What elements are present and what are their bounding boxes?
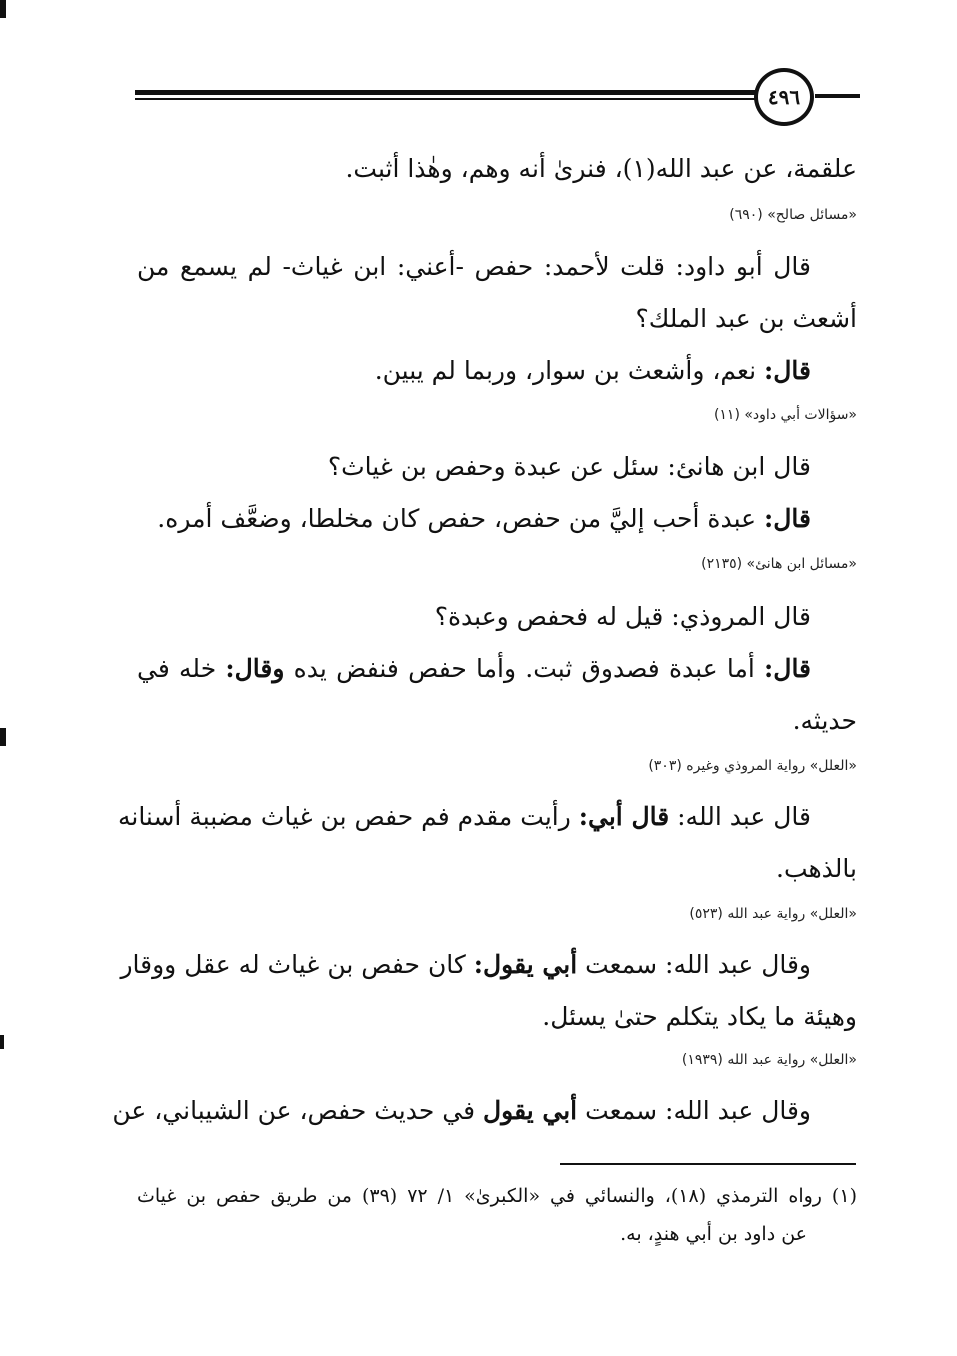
header-rule-thin (135, 98, 755, 100)
scan-mark-left-2 (0, 1035, 4, 1049)
speaker-label: وقال: (225, 654, 285, 683)
page-number: ٤٩٦ (767, 85, 801, 109)
source-citation: «العلل» رواية عبد الله (٥٢٣) (689, 906, 857, 922)
text-line: قال ابن هانئ: سئل عن عبدة وحفص بن غياث؟ (327, 452, 811, 481)
text-line: قال أبو داود: قلت لأحمد: حفص -أعني: ابن غياث- لم يسمع من (137, 252, 811, 281)
scan-mark-top (0, 0, 6, 18)
text-line: بالذهب. (776, 854, 857, 883)
footnote-line: عن داود بن أبي هندٍ، به. (620, 1223, 807, 1245)
text-line: قال: عبدة أحب إليَّ من حفص، حفص كان مخلطا، وضعَّف أمره. (157, 504, 811, 533)
source-citation: «سؤالات أبي داود» (١١) (713, 407, 857, 423)
speaker-label: قال: (764, 356, 811, 385)
text-line: قال المروذي: قيل له فحفص وعبدة؟ (434, 602, 811, 631)
page-number-badge (754, 68, 814, 126)
text-line: قال: أما عبدة فصدوق ثبت. وأما حفص فنفض يده وقال: خله في (137, 654, 812, 683)
header-rule-right (815, 94, 860, 98)
speaker-label: أبي يقول (483, 1096, 578, 1125)
text-line: وقال عبد الله: سمعت أبي يقول: كان حفص بن غياث له عقل ووقار (120, 950, 811, 979)
speaker-label: قال: (764, 654, 812, 683)
text-line: قال عبد الله: قال أبي: رأيت مقدم فم حفص بن غياث مضببة أسنانه (117, 802, 811, 831)
text-line: أشعث بن عبد الملك؟ (635, 304, 857, 333)
text-line: وهيئة ما يكاد يتكلم حتىٰ يسئل. (542, 1002, 857, 1031)
source-citation: «العلل» رواية المروذي وغيره (٣٠٣) (648, 758, 857, 774)
speaker-label: قال: (764, 504, 811, 533)
source-citation: «مسائل ابن هانئ» (٢١٣٥) (701, 556, 857, 572)
scan-mark-left (0, 728, 6, 746)
source-citation: «العلل» رواية عبد الله (١٩٣٩) (681, 1052, 857, 1068)
header-rule-thick (135, 90, 755, 95)
text-line: علقمة، عن عبد الله(١)، فنرىٰ أنه وهم، وهٰذا أثبت. (345, 154, 857, 183)
source-citation: «مسائل صالح» (٦٩٠) (729, 207, 857, 223)
speaker-label: أبي يقول: (473, 950, 578, 979)
text-line: قال: نعم، وأشعث بن سوار، وربما لم يبين. (374, 356, 811, 385)
speaker-label: قال أبي: (578, 802, 670, 831)
footnote-line: (١) رواه الترمذي (١٨)، والنسائي في «الكبرىٰ» ١/ ٧٢ (٣٩) من طريق حفص بن غياث (137, 1185, 857, 1207)
text-line: وقال عبد الله: سمعت أبي يقول في حديث حفص، عن الشيباني، عن (112, 1096, 811, 1125)
footnote-rule (560, 1163, 856, 1165)
text-line: حديثه. (792, 706, 857, 735)
